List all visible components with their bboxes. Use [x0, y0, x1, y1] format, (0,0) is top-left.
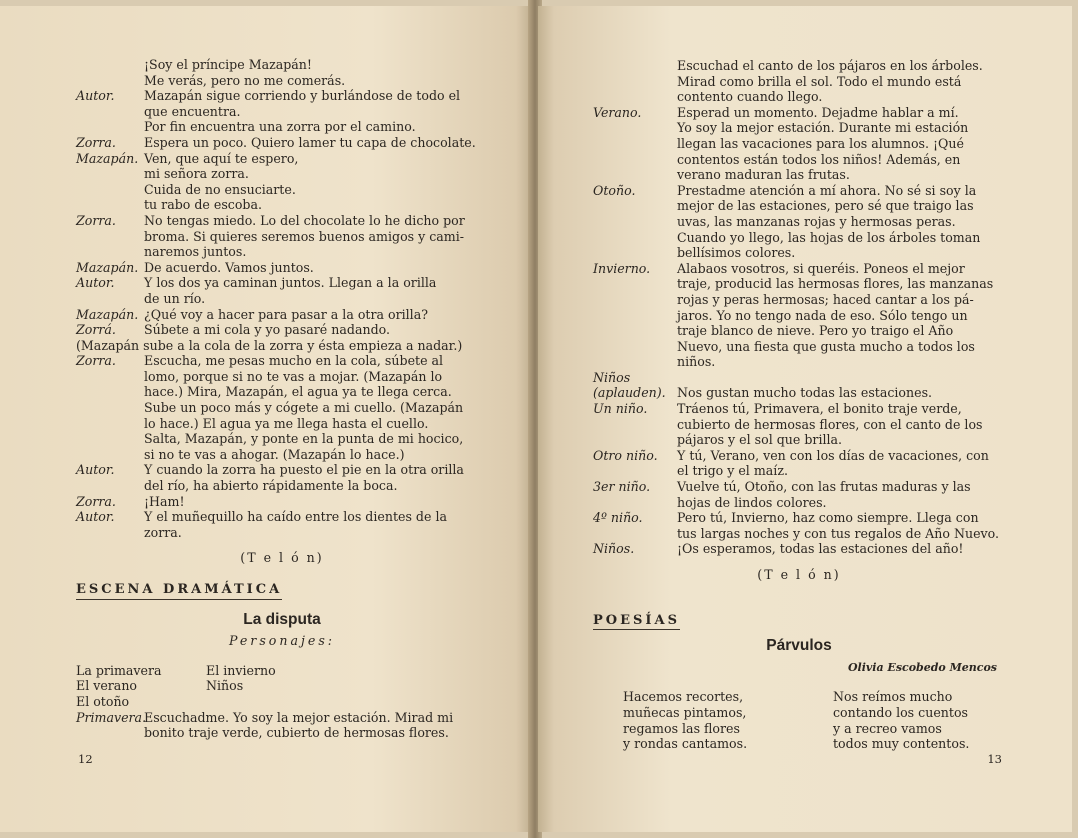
left-page-text: [76, 57, 488, 741]
speaker-label: Otro niño.: [593, 447, 658, 463]
speaker-label: [593, 74, 677, 90]
text-line: [76, 88, 488, 104]
text-line: [76, 57, 488, 73]
poem-line: todos muy contentos.: [833, 736, 970, 752]
text-line: [76, 400, 488, 416]
line-text: Y el muñequillo ha caído entre los dientes de la: [144, 509, 447, 525]
page-number-left: 12: [78, 752, 93, 766]
stanza-1: [623, 689, 833, 751]
speaker-label: [593, 354, 677, 370]
speaker-label: [593, 308, 677, 324]
speaker-label: [76, 244, 144, 260]
text-line: [76, 119, 488, 135]
speaker-label: Autor.: [76, 509, 115, 525]
right-page: [538, 6, 1072, 832]
text-line: [593, 120, 1005, 136]
speaker-label: Verano.: [593, 104, 642, 120]
line-text: Y tú, Verano, ven con los días de vacaciones, con: [677, 447, 989, 463]
speaker-label: [76, 369, 144, 385]
cast-row: [76, 663, 488, 679]
poem-line: y a recreo vamos: [833, 720, 942, 736]
speaker-label: Niños: [593, 369, 631, 385]
line-text: rojas y peras hermosas; haced cantar a los pá-: [677, 291, 974, 307]
speaker-label: [593, 292, 677, 308]
text-line: [593, 198, 1005, 214]
text-line: [76, 509, 488, 525]
text-line: [593, 89, 1005, 105]
speaker-label: [76, 57, 144, 73]
speaker-label: [76, 229, 144, 245]
speaker-label: [76, 119, 144, 135]
text-line: [593, 261, 1005, 277]
speaker-label: [76, 182, 144, 198]
text-line: [76, 369, 488, 385]
speaker-label: [593, 167, 677, 183]
text-line: [593, 526, 1005, 542]
text-line: [593, 495, 1005, 511]
speaker-label: Mazapán.: [76, 306, 139, 322]
text-line: [593, 370, 1005, 386]
speaker-label: [76, 291, 144, 307]
line-text: naremos juntos.: [144, 244, 247, 260]
text-line: [593, 463, 1005, 479]
speaker-label: [593, 198, 677, 214]
text-line: [76, 307, 488, 323]
poem-line: regamos las flores: [623, 720, 740, 736]
line-text: Vuelve tú, Otoño, con las frutas maduras y las: [677, 479, 971, 495]
text-line: [76, 244, 488, 260]
speaker-label: Autor.: [76, 462, 115, 478]
left-page: [0, 6, 532, 832]
speaker-label: Mazapán.: [76, 150, 139, 166]
poem-line: Hacemos recortes,: [623, 689, 744, 705]
line-text: Esperad un momento. Dejadme hablar a mí.: [677, 104, 959, 120]
poem-line: y rondas cantamos.: [623, 736, 748, 752]
line-text: verano maduran las frutas.: [677, 167, 850, 183]
poem-author: Olivia Escobedo Mencos: [847, 660, 997, 674]
poem-line: muñecas pintamos,: [623, 704, 747, 720]
line-text: Prestadme atención a mí ahora. No sé si soy la: [677, 182, 977, 198]
speaker-label: [593, 89, 677, 105]
text-line: [593, 510, 1005, 526]
section-heading-escena: ESCENA DRAMÁTICA: [76, 582, 282, 600]
section-heading-poesias: POESÍAS: [593, 613, 680, 631]
play-title: La disputa: [243, 610, 321, 628]
text-line: [593, 74, 1005, 90]
speaker-label: Invierno.: [593, 260, 651, 276]
cast-name: La primavera: [76, 662, 162, 678]
speaker-label: [593, 495, 677, 511]
line-text: Por fin encuentra una zorra por el camino.: [144, 119, 416, 135]
line-text: contentos están todos los niños! Además, en: [677, 151, 961, 167]
text-line: [76, 73, 488, 89]
text-line: [593, 230, 1005, 246]
speaker-label: Zorrá.: [76, 322, 116, 338]
cast-name: El otoño: [76, 693, 130, 709]
line-text: lo hace.) El agua ya me llega hasta el cuello.: [144, 415, 429, 431]
page-number-right: 13: [987, 752, 1002, 766]
line-text: Tráenos tú, Primavera, el bonito traje verde,: [677, 401, 962, 417]
line-text: traje blanco de nieve. Pero yo traigo el Año: [677, 323, 954, 339]
speaker-label: Un niño.: [593, 401, 648, 417]
line-text: Cuida de no ensuciarte.: [144, 181, 296, 197]
line-text: del río, ha abierto rápidamente la boca.: [144, 478, 398, 494]
cast-list: [76, 663, 488, 710]
text-line: [593, 401, 1005, 417]
stanza-2: [833, 689, 969, 751]
speaker-label: [76, 400, 144, 416]
text-line: [593, 308, 1005, 324]
poem-body: [593, 689, 1005, 751]
speaker-label: [593, 214, 677, 230]
line-text: Escucha, me pesas mucho en la cola, súbete al: [144, 353, 444, 369]
line-text: Mazapán sigue corriendo y burlándose de todo el: [144, 88, 461, 104]
line-text: tu rabo de escoba.: [144, 197, 262, 213]
text-line: [76, 229, 488, 245]
text-line: [593, 276, 1005, 292]
cast-name: Niños: [206, 678, 244, 694]
telon-right: (T e l ó n): [757, 567, 841, 582]
speaker-label: Autor.: [76, 88, 115, 104]
line-text: uvas, las manzanas rojas y hermosas peras.: [677, 213, 956, 229]
text-line: [593, 214, 1005, 230]
speaker-label: [593, 526, 677, 542]
line-text: si no te vas a ahogar. (Mazapán lo hace.): [144, 446, 405, 462]
speaker-label: Niños.: [593, 541, 635, 557]
line-text: Espera un poco. Quiero lamer tu capa de chocolate.: [144, 134, 476, 150]
speaker-label: [76, 447, 144, 463]
line-text: que encuentra.: [144, 103, 241, 119]
line-text: mejor de las estaciones, pero sé que traigo las: [677, 198, 974, 214]
speaker-label: [593, 417, 677, 433]
speaker-label: [76, 431, 144, 447]
text-line: [76, 353, 488, 369]
line-text: Escuchadme. Yo soy la mejor estación. Mirad mi: [144, 709, 454, 725]
speaker-label: [593, 463, 677, 479]
text-line: [593, 339, 1005, 355]
speaker-label: [593, 58, 677, 74]
poem-title: Párvulos: [766, 637, 832, 655]
right-page-text: [593, 58, 1005, 752]
stage-direction: (Mazapán sube a la cola de la zorra y ésta empieza a nadar.): [76, 337, 463, 353]
line-text: Yo soy la mejor estación. Durante mi estación: [677, 120, 969, 136]
text-line: [76, 260, 488, 276]
text-line: [76, 151, 488, 167]
speaker-label: [76, 725, 144, 741]
cast-row: [76, 678, 488, 694]
speaker-label: 3er niño.: [593, 479, 651, 495]
line-text: Cuando yo llego, las hojas de los árboles toman: [677, 229, 981, 245]
text-line: [593, 245, 1005, 261]
line-text: traje, producid las hermosas flores, las manzanas: [677, 276, 994, 292]
text-line: [76, 213, 488, 229]
text-line: [593, 432, 1005, 448]
text-line: [76, 104, 488, 120]
speaker-label: [593, 136, 677, 152]
line-text: mi señora zorra.: [144, 166, 249, 182]
line-text: Sube un poco más y cógete a mi cuello. (Mazapán: [144, 400, 464, 416]
text-line: [593, 385, 1005, 401]
text-line: [76, 275, 488, 291]
speaker-label: [76, 166, 144, 182]
text-line: [76, 525, 488, 541]
line-text: bonito traje verde, cubierto de hermosas flores.: [144, 725, 449, 741]
text-line: [593, 167, 1005, 183]
line-text: bellísimos colores.: [677, 245, 796, 261]
poem-line: Nos reímos mucho: [833, 689, 953, 705]
speaker-label: Primavera.: [76, 709, 147, 725]
line-text: Nuevo, una fiesta que gusta mucho a todos los: [677, 338, 975, 354]
line-text: broma. Si quieres seremos buenos amigos y cami-: [144, 228, 465, 244]
line-text: Pero tú, Invierno, haz como siempre. Llega con: [677, 510, 979, 526]
line-text: Alabaos vosotros, si queréis. Poneos el mejor: [677, 260, 965, 276]
dialogue-primavera: [76, 710, 488, 741]
line-text: Y los dos ya caminan juntos. Llegan a la orilla: [144, 275, 437, 291]
text-line: [593, 292, 1005, 308]
poem-line: contando los cuentos: [833, 704, 968, 720]
text-line: [76, 182, 488, 198]
play-continued: [76, 57, 488, 338]
line-text: llegan las vacaciones para los alumnos. ¡Qué: [677, 135, 964, 151]
line-text: niños.: [677, 354, 716, 370]
speaker-label: 4º niño.: [593, 510, 643, 526]
speaker-label: (aplauden).: [593, 385, 666, 401]
line-text: ¡Soy el príncipe Mazapán!: [144, 57, 312, 72]
speaker-label: [593, 323, 677, 339]
line-text: Salta, Mazapán, y ponte en la punta de mi hocico,: [144, 431, 464, 447]
text-line: [593, 417, 1005, 433]
text-line: [76, 384, 488, 400]
text-line: [76, 322, 488, 338]
text-line: [76, 447, 488, 463]
speaker-label: [76, 525, 144, 541]
line-text: tus largas noches y con tus regalos de Año Nuevo.: [677, 525, 1000, 541]
line-text: De acuerdo. Vamos juntos.: [144, 259, 314, 275]
text-line: [593, 58, 1005, 74]
speaker-label: [593, 120, 677, 136]
line-text: Y cuando la zorra ha puesto el pie en la otra orilla: [144, 462, 464, 478]
line-text: No tengas miedo. Lo del chocolate lo he dicho por: [144, 212, 465, 228]
line-text: cubierto de hermosas flores, con el canto de los: [677, 416, 983, 432]
text-line: [76, 291, 488, 307]
telon-left: (T e l ó n): [240, 550, 324, 566]
text-line: [593, 152, 1005, 168]
line-text: hace.) Mira, Mazapán, el agua ya te llega cerca.: [144, 384, 452, 400]
speaker-label: Zorra.: [76, 212, 116, 228]
text-line: [76, 494, 488, 510]
line-text: Escuchad el canto de los pájaros en los árboles.: [677, 58, 983, 73]
dialogue-seasons: [593, 58, 1005, 557]
text-line: [76, 197, 488, 213]
text-line: [76, 478, 488, 494]
speaker-label: [76, 384, 144, 400]
text-line: [76, 431, 488, 447]
speaker-label: [593, 245, 677, 261]
text-line: [76, 725, 488, 741]
line-text: Me verás, pero no me comerás.: [144, 72, 346, 88]
line-text: ¡Os esperamos, todas las estaciones del año!: [677, 541, 964, 557]
speaker-label: [76, 478, 144, 494]
line-text: ¿Qué voy a hacer para pasar a la otra orilla?: [144, 306, 428, 322]
speaker-label: [593, 276, 677, 292]
speaker-label: Autor.: [76, 275, 115, 291]
text-line: [593, 479, 1005, 495]
cast-row: [76, 694, 488, 710]
line-text: Mirad como brilla el sol. Todo el mundo está: [677, 73, 962, 89]
speaker-label: Mazapán.: [76, 259, 139, 275]
line-text: lomo, porque si no te vas a mojar. (Mazapán lo: [144, 368, 443, 384]
line-text: Ven, que aquí te espero,: [144, 150, 299, 166]
play-continued-2: [76, 353, 488, 540]
speaker-label: Zorra.: [76, 493, 116, 509]
line-text: hojas de lindos colores.: [677, 494, 827, 510]
text-line: [593, 541, 1005, 557]
cast-name: El verano: [76, 678, 138, 694]
line-text: pájaros y el sol que brilla.: [677, 432, 843, 448]
line-text: Súbete a mi cola y yo pasaré nadando.: [144, 322, 390, 338]
text-line: [76, 166, 488, 182]
speaker-label: [593, 152, 677, 168]
line-text: zorra.: [144, 524, 182, 540]
speaker-label: [593, 230, 677, 246]
speaker-label: [76, 197, 144, 213]
text-line: [76, 710, 488, 726]
speaker-label: [593, 432, 677, 448]
speaker-label: [76, 416, 144, 432]
speaker-label: Zorra.: [76, 134, 116, 150]
line-text: contento cuando llego.: [677, 89, 823, 105]
text-line: [593, 105, 1005, 121]
line-text: ¡Ham!: [144, 493, 185, 509]
line-text: Nos gustan mucho todas las estaciones.: [677, 385, 933, 401]
text-line: [76, 416, 488, 432]
text-line: [76, 462, 488, 478]
text-line: [593, 136, 1005, 152]
text-line: [593, 183, 1005, 199]
speaker-label: Otoño.: [593, 182, 636, 198]
text-line: [593, 448, 1005, 464]
line-text: [677, 370, 1005, 386]
line-text: el trigo y el maíz.: [677, 463, 788, 479]
line-text: de un río.: [144, 290, 206, 306]
speaker-label: Zorra.: [76, 353, 116, 369]
speaker-label: [76, 104, 144, 120]
speaker-label: [76, 73, 144, 89]
text-line: [593, 323, 1005, 339]
line-text: jaros. Yo no tengo nada de eso. Sólo tengo un: [677, 307, 968, 323]
text-line: [593, 354, 1005, 370]
speaker-label: [593, 339, 677, 355]
cast-name: El invierno: [206, 662, 276, 678]
text-line: [76, 135, 488, 151]
personajes-label: Personajes:: [228, 633, 336, 649]
